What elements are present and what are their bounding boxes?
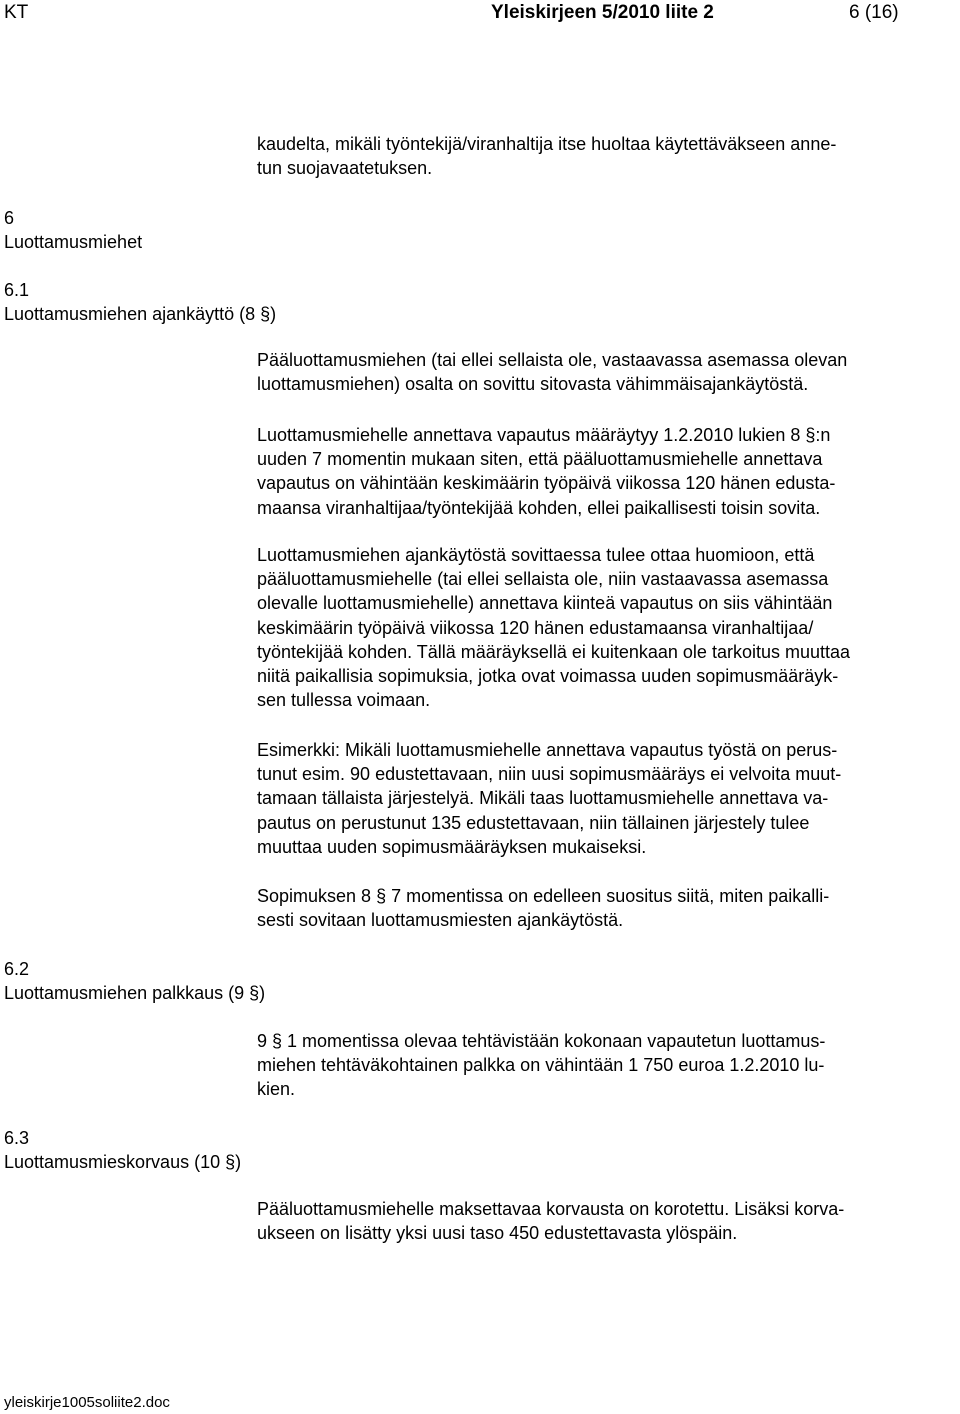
header-left: KT <box>4 2 29 23</box>
section-6-1-number: 6.1 <box>4 280 30 300</box>
section-6-2-title: Luottamusmiehen palkkaus (9 §) <box>4 983 266 1003</box>
paragraph-compensation: Pääluottamusmiehelle maksettavaa korvausta on korotettu. Lisäksi korva- ukseen on lisätty yksi uusi taso 450 edustettavasta ylöspäin. <box>257 1199 845 1244</box>
section-6-number: 6 <box>4 208 15 228</box>
paragraph-minimum-time: Pääluottamusmiehen (tai ellei sellaista ole, vastaavassa asemassa olevan luottamusmiehen) osalta on sovittu sitovasta vähimmäisajankäytöstä. <box>257 350 848 395</box>
section-6-1-title: Luottamusmiehen ajankäyttö (8 §) <box>4 304 277 324</box>
header-title: Yleiskirjeen 5/2010 liite 2 <box>491 2 714 23</box>
paragraph-example: Esimerkki: Mikäli luottamusmiehelle annettava vapautus työstä on perus- tunut esim. 90 edustettavaan, niin uusi sopimusmääräys ei velvoita muut- tamaan tällaista järjestelyä. Mikäli taas luottamusmiehelle annettava va- pautus on perustunut 135 edustettavaan, niin tällainen järjestely tulee muuttaa uuden sopimusmääräyksen mukaiseksi. <box>257 740 842 857</box>
section-6-3-number: 6.3 <box>4 1128 30 1148</box>
paragraph-release-rule: Luottamusmiehelle annettava vapautus määräytyy 1.2.2010 lukien 8 §:n uuden 7 momentin mukaan siten, että pääluottamusmiehelle annettava vapautus on vähintään keskimäärin työpäivä viikossa 120 hänen edusta- maansa viranhaltijaa/työntekijää kohden, ellei paikallisesti toisin sovita. <box>257 425 836 518</box>
section-6-3-title: Luottamusmieskorvaus (10 §) <box>4 1152 242 1172</box>
paragraph-continuation: kaudelta, mikäli työntekijä/viranhaltija itse huoltaa käytettäväkseen anne- tun suojavaatetuksen. <box>257 134 837 179</box>
paragraph-salary: 9 § 1 momentissa olevaa tehtävistään kokonaan vapautetun luottamus- miehen tehtäväkohtainen palkka on vähintään 1 750 euroa 1.2.2010 lu- kien. <box>257 1031 826 1100</box>
section-6-2-number: 6.2 <box>4 959 30 979</box>
paragraph-time-agreement: Luottamusmiehen ajankäytöstä sovittaessa tulee ottaa huomioon, että pääluottamusmiehelle (tai ellei sellaista ole, niin vastaavassa asemassa olevalle luottamusmiehelle) annettava kiinteä vapautus on siis vähintään keskimäärin työpäivä viikossa 120 hänen edustamaansa viranhaltijaa/ työntekijää kohden. Tällä määräyksellä ei kuitenkaan ole tarkoitus muuttaa niitä paikallisia sopimuksia, jotka ovat voimassa uuden sopimusmääräyk- sen tullessa voimaan. <box>257 545 851 711</box>
footer-filename: yleiskirje1005soliite2.doc <box>4 1394 170 1411</box>
section-6-title: Luottamusmiehet <box>4 232 143 252</box>
header-page-number: 6 (16) <box>849 2 899 23</box>
paragraph-recommendation: Sopimuksen 8 § 7 momentissa on edelleen suositus siitä, miten paikalli- sesti sovitaan luottamusmiesten ajankäytöstä. <box>257 886 830 931</box>
